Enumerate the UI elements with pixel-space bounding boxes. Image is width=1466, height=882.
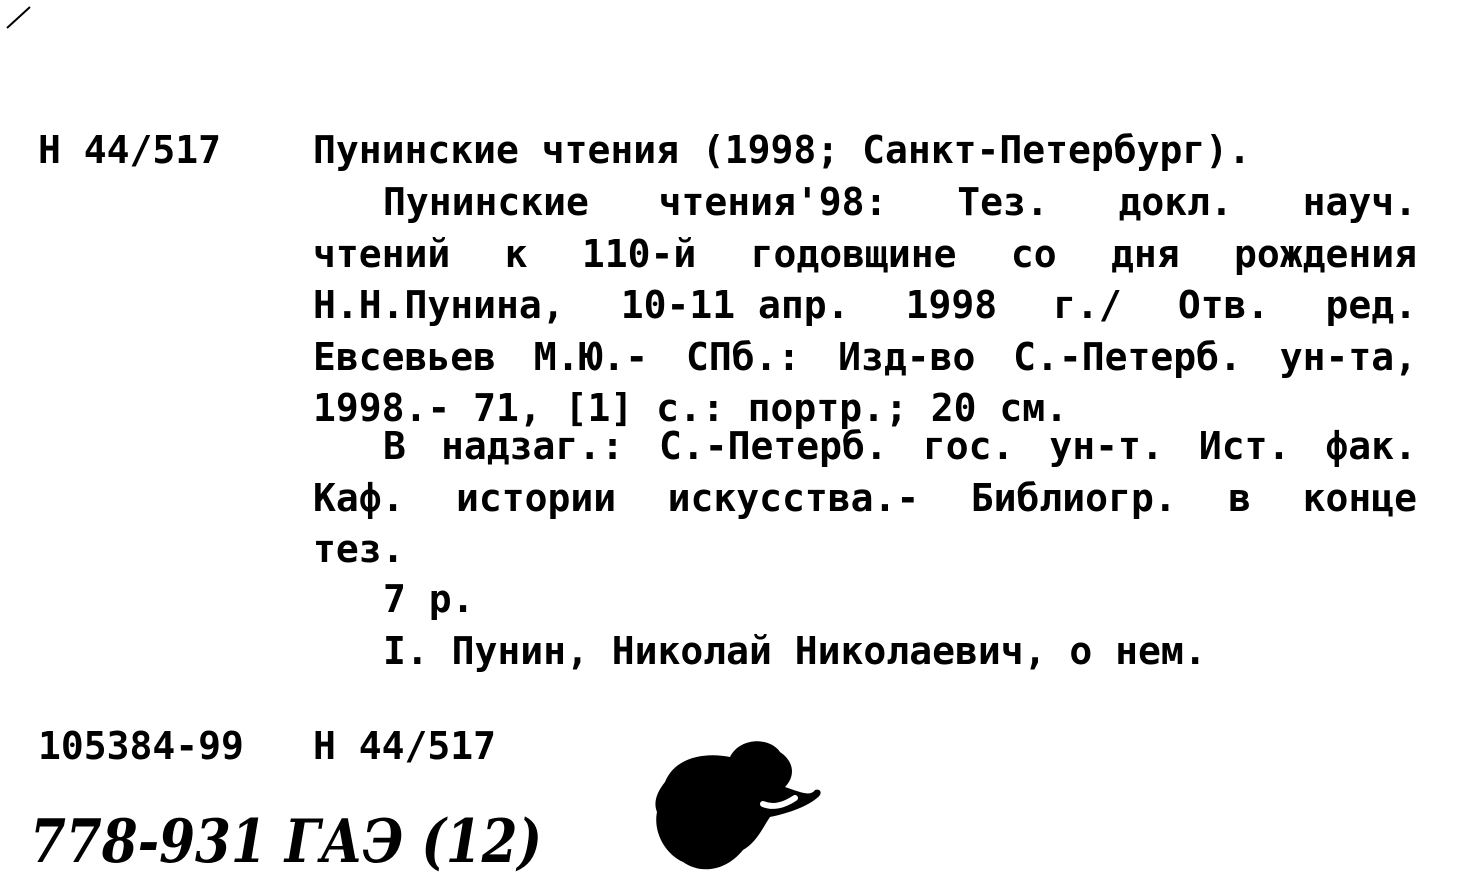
title-word: к — [504, 231, 528, 276]
price: 7 р. — [383, 577, 475, 621]
accession-call-number: Н 44/517 — [313, 724, 497, 768]
title-word: чтения'98: — [658, 180, 888, 224]
note-word: гос. — [922, 424, 1015, 468]
note-line — [313, 475, 1417, 520]
note-line — [383, 424, 1417, 468]
handwritten-note-text: 778-931 ГАЭ (12) — [30, 807, 542, 877]
note-word: тез. — [313, 527, 405, 571]
note-word: конце — [1302, 475, 1417, 520]
title-word: чтений — [313, 231, 451, 276]
title-word: Изд-во — [838, 334, 976, 379]
note-word: в — [1228, 475, 1252, 520]
title-word: Пунинские — [383, 180, 589, 224]
title-word: рождения — [1233, 231, 1417, 276]
call-number: Н 44/517 — [38, 128, 222, 172]
title-line — [313, 283, 1417, 327]
ink-blot — [645, 732, 825, 882]
title-word: годовщине — [750, 231, 957, 276]
pencil-mark — [4, 4, 34, 30]
note-word: В — [383, 424, 406, 468]
heading: Пунинские чтения (1998; Санкт-Петербург). — [313, 128, 1251, 172]
note-word: ун-т. — [1049, 424, 1164, 468]
title-word: Тез. — [957, 180, 1049, 224]
accession-number: 105384-99 — [38, 724, 244, 768]
note-word: С.-Петерб. — [659, 424, 888, 468]
title-word: ред. — [1325, 283, 1417, 327]
note-word: надзаг.: — [440, 424, 624, 468]
title-line — [383, 180, 1417, 224]
title-word: Отв. — [1177, 283, 1270, 327]
title-word: г./ — [1053, 283, 1122, 327]
note-word: Библиогр. — [970, 475, 1177, 520]
title-word: со — [1010, 231, 1057, 276]
note-line — [313, 527, 405, 571]
title-line — [313, 334, 1417, 379]
note-word: Ист. — [1198, 424, 1291, 468]
note-word: истории — [456, 475, 617, 520]
title-word: 110-й — [581, 231, 697, 276]
title-word: науч. — [1302, 180, 1417, 224]
title-word: 10-11 апр. — [620, 283, 850, 327]
title-word: ун-та, — [1279, 334, 1417, 379]
note-word: искусства.- — [667, 475, 920, 520]
title-word: 1998 — [905, 283, 998, 327]
title-word: С.-Петерб. — [1013, 334, 1242, 379]
note-word: Каф. — [313, 475, 405, 520]
note-word: фак. — [1325, 424, 1417, 468]
handwritten-note — [28, 790, 558, 882]
title-word: Н.Н.Пунина, — [313, 283, 565, 327]
title-line — [313, 386, 1068, 430]
title-word: докл. — [1118, 180, 1233, 224]
subject-entry: I. Пунин, Николай Николаевич, о нем. — [383, 629, 1207, 673]
title-word: 1998.- 71, [1] с.: портр.; 20 см. — [313, 386, 1068, 430]
title-word: СПб.: — [685, 334, 801, 379]
title-line — [313, 231, 1417, 276]
title-word: М.Ю.- — [533, 334, 649, 379]
title-word: Евсевьев — [313, 334, 497, 379]
title-word: дня — [1110, 231, 1180, 276]
